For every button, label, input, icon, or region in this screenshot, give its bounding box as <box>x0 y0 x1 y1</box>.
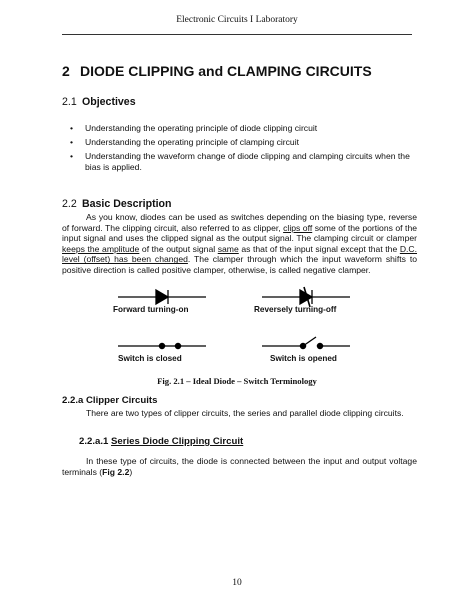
chapter-number: 2 <box>62 63 70 79</box>
label-switch-closed: Switch is closed <box>118 354 182 363</box>
underlined-term: D.C. level (offset) has been changed <box>62 243 418 265</box>
section-title-text: Objectives <box>82 96 136 108</box>
section-number: 2.1 <box>62 96 77 108</box>
section-title-text: Basic Description <box>82 198 172 210</box>
figure-reference: Fig 2.2 <box>102 466 130 477</box>
chapter-title <box>62 63 372 79</box>
bullet-icon: • <box>70 123 74 133</box>
section-title-basic <box>62 198 172 210</box>
reverse-diode-icon <box>262 287 350 307</box>
underlined-term: same <box>217 243 239 254</box>
label-reversely-turning-off: Reversely turning-off <box>254 305 337 314</box>
label-switch-opened: Switch is opened <box>270 354 337 363</box>
subsection-number: 2.2.a.1 <box>79 436 109 447</box>
clipper-circuits-title: 2.2.a Clipper Circuits <box>62 395 158 406</box>
open-switch-icon <box>262 337 350 349</box>
list-item: • Understanding the waveform change of diode clipping and clamping circuits when the bias is applied. <box>70 151 410 172</box>
bullet-icon: • <box>70 151 74 162</box>
closed-switch-icon <box>118 343 206 348</box>
series-clipping-title <box>79 436 243 447</box>
list-item: • Understanding the operating principle of clamping circuit <box>70 137 300 148</box>
clipper-circuits-paragraph: There are two types of clipper circuits, the series and parallel diode clipping circuits. <box>86 408 404 418</box>
subsection-title-text: Series Diode Clipping Circuit <box>111 436 244 447</box>
objectives-list <box>62 123 417 176</box>
section-title-objectives <box>62 96 136 108</box>
page-header: Electronic Circuits I Laboratory <box>176 15 298 25</box>
bullet-icon: • <box>70 137 74 148</box>
chapter-title-text: DIODE CLIPPING and CLAMPING CIRCUITS <box>80 63 372 79</box>
list-item: • Understanding the operating principle of diode clipping circuit <box>70 123 318 133</box>
underlined-term: clips off <box>283 222 313 233</box>
page-number: 10 <box>232 578 242 588</box>
section-number: 2.2 <box>62 198 77 210</box>
series-clipping-paragraph: In these type of circuits, the diode is connected between the input and output voltage terminals (Fig 2.2) <box>62 456 417 477</box>
underlined-term: keeps the amplitude <box>62 243 140 254</box>
label-forward-turning-on: Forward turning-on <box>113 305 189 314</box>
figure-caption: Fig. 2.1 – Ideal Diode – Switch Terminology <box>157 376 317 386</box>
header-rule <box>62 34 412 35</box>
forward-diode-icon <box>118 290 206 304</box>
basic-description-paragraph: As you know, diodes can be used as switches depending on the biasing type, reverse of forward. The clipping circuit, also referred to as clipper, clips off some of the portions of the input signal and uses the clipped signal as the output signal. The clamping circuit or clamper keeps the amplitude of the output signal same as that of the input signal except that the D.C. level (offset) has been changed. The clamper through which the input waveform shifts to positive direction is called positive clamper, otherwise, is called negative clamper. <box>62 212 418 275</box>
